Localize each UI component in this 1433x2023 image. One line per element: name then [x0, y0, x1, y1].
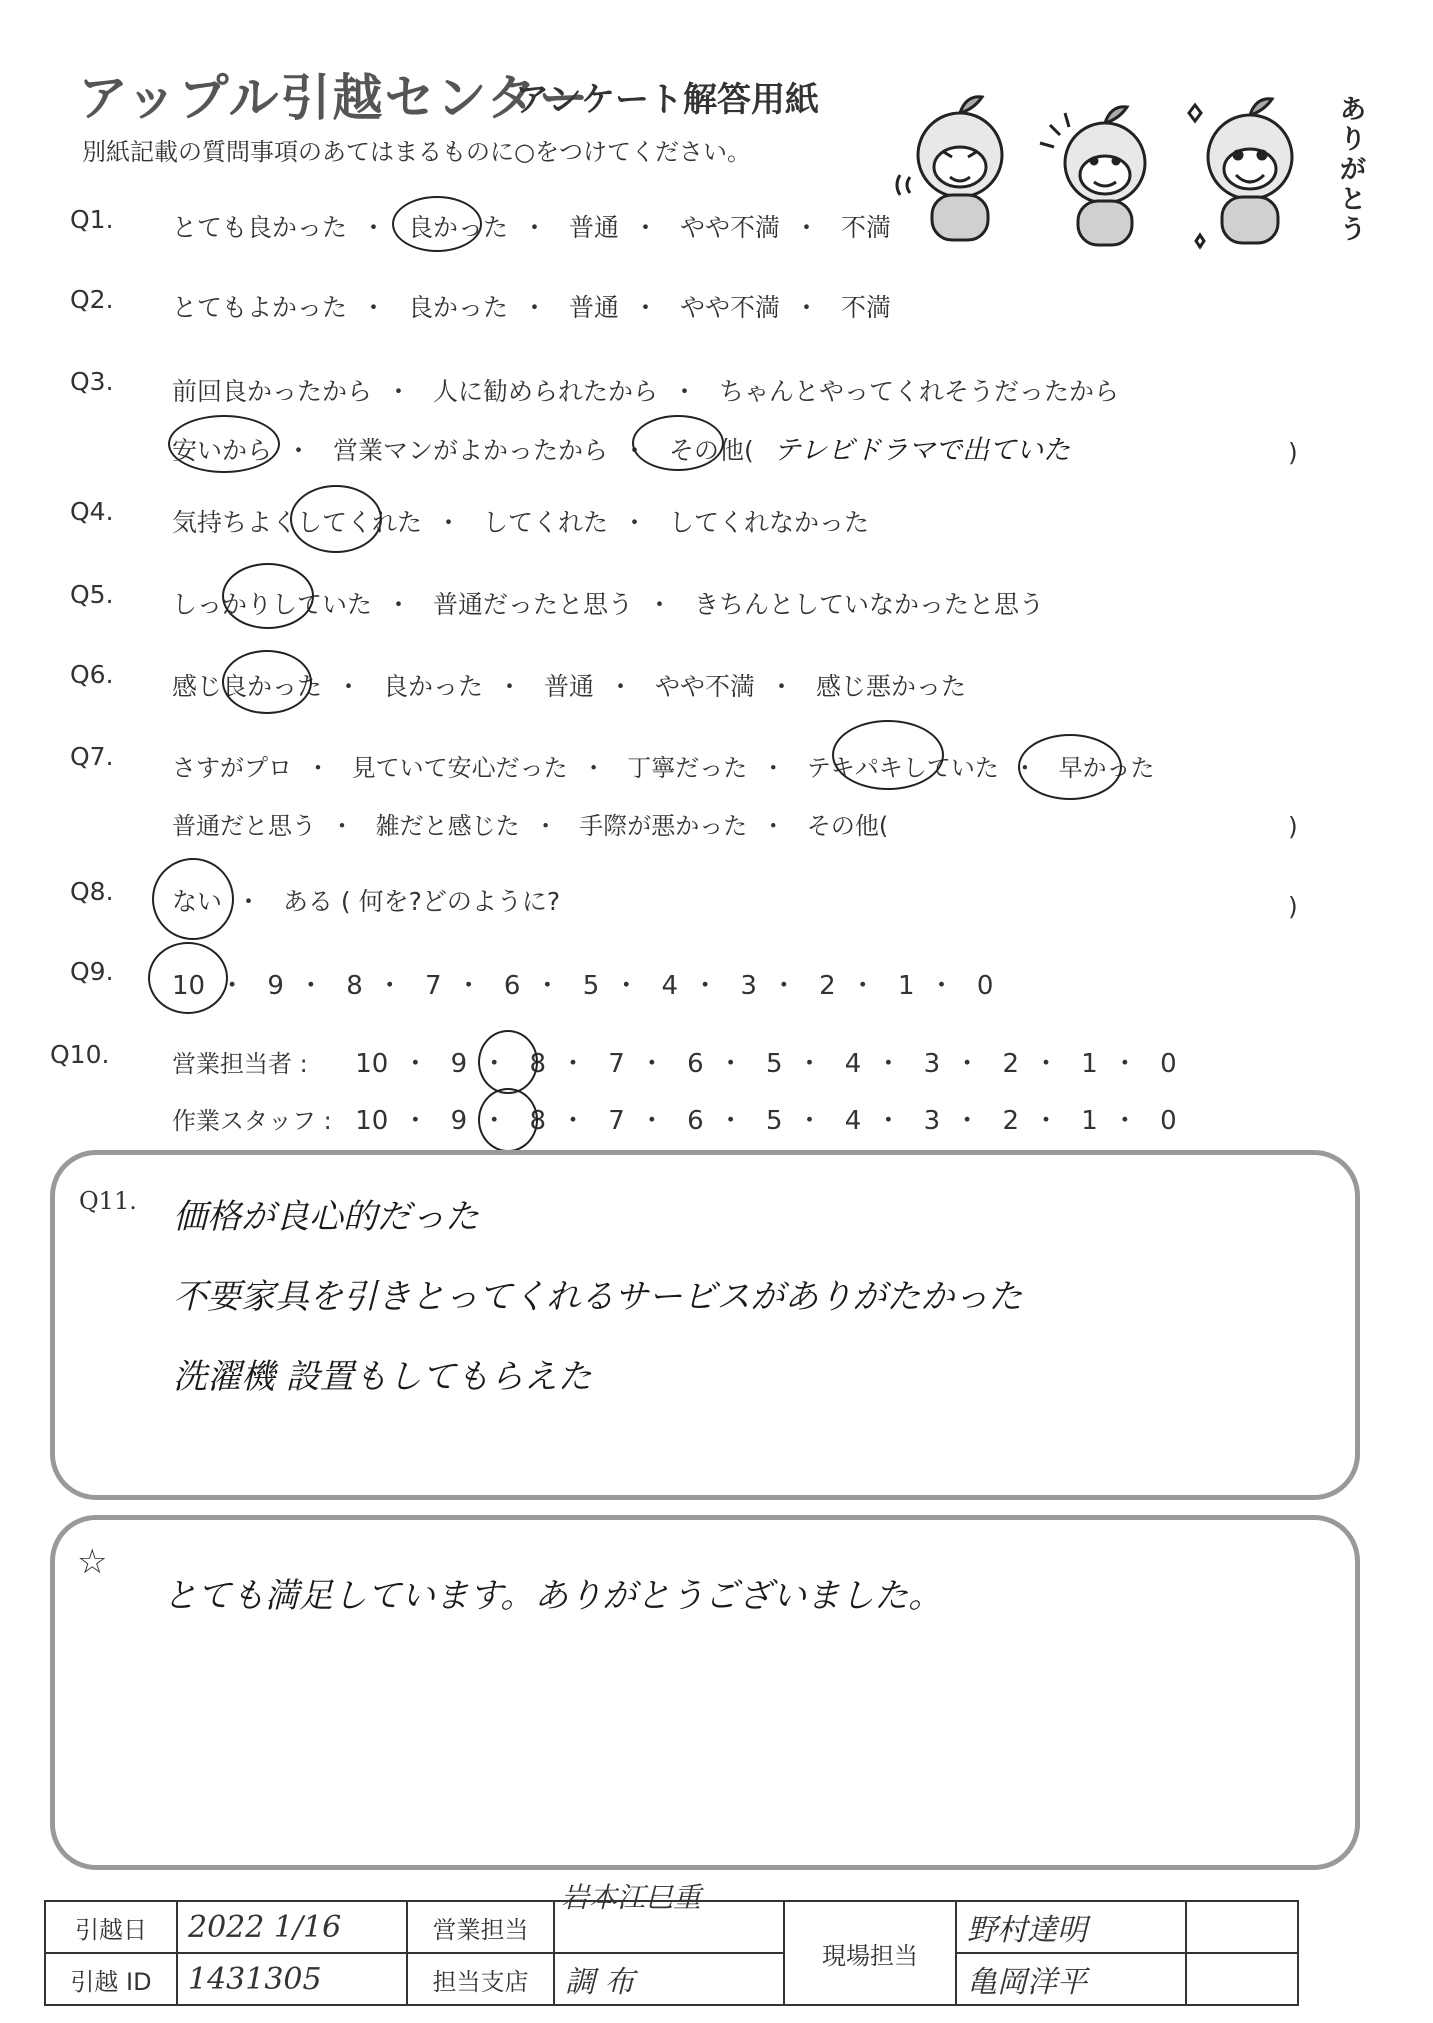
empty-cell: [1186, 1953, 1298, 2005]
q9-option[interactable]: 6: [503, 971, 521, 1001]
q9-option[interactable]: 7: [425, 971, 442, 1001]
site-staff-2: 亀岡洋平: [956, 1953, 1186, 2005]
q2-option[interactable]: 普通: [568, 293, 619, 322]
q7-selection-circle-hayakatta: [1018, 734, 1122, 800]
q10-sales-option[interactable]: 9: [450, 1049, 468, 1079]
q6-option[interactable]: 普通: [543, 672, 594, 701]
move-date-label: 引越日: [45, 1901, 177, 1953]
q10-staff-option[interactable]: 3: [923, 1106, 941, 1136]
q2-option[interactable]: とてもよかった: [172, 293, 348, 322]
free-comment-box: [50, 1515, 1360, 1870]
q11-comment-box: [50, 1150, 1360, 1500]
instruction-text: 別紙記載の質問事項のあてはまるものに○をつけてください。: [82, 138, 751, 166]
q7-option[interactable]: 雑だと感じた: [375, 812, 520, 840]
q1-option[interactable]: 普通: [568, 213, 619, 242]
moving-info-table: [44, 1881, 1299, 2006]
q7-option[interactable]: 見ていて安心だった: [351, 754, 568, 782]
q2-option[interactable]: 不満: [840, 293, 891, 322]
free-comment-text: とても満足しています。ありがとうございました。: [163, 1576, 943, 1616]
q3-option[interactable]: 人に勧められたから: [432, 377, 658, 406]
empty-cell: [1186, 1901, 1298, 1953]
q10-sales-option[interactable]: 6: [687, 1049, 704, 1079]
q2-options: とてもよかった ・ 良かった ・ 普通 ・ やや不満 ・ 不満: [172, 288, 891, 324]
q1-option[interactable]: やや不満: [679, 213, 780, 242]
q7-option[interactable]: 普通だと思う: [172, 812, 316, 840]
q8-label: Q8.: [70, 877, 114, 906]
monkey-mascots-illustration: [880, 85, 1350, 255]
q11-answer-line: 不要家具を引きとってくれるサービスがありがたかった: [173, 1277, 1023, 1317]
q10-sales-option[interactable]: 5: [765, 1049, 783, 1079]
q10-staff-option[interactable]: 10: [355, 1106, 389, 1136]
sales-rep-name: 岩本江巳重: [561, 1881, 702, 1914]
star-icon: ☆: [77, 1542, 108, 1582]
move-id-value: 1431305: [177, 1953, 407, 2005]
q10-staff-option[interactable]: 0: [1160, 1106, 1177, 1136]
q3-selection-circle-cheap: [168, 415, 280, 473]
q6-options: 感じ良かった ・ 良かった ・ 普通 ・ やや不満 ・ 感じ悪かった: [172, 667, 966, 703]
q7-options-row2: 普通だと思う ・ 雑だと感じた ・ 手際が悪かった ・ その他(: [172, 806, 888, 841]
q10-sales-option[interactable]: 2: [1002, 1049, 1019, 1079]
q10-sales-scale: 営業担当者 : 10 ・ 9 ・ 8 ・ 7 ・ 6 ・ 5 ・ 4 ・ 3 ・ 2 ・ 1 ・ 0: [172, 1043, 1177, 1080]
q10-sales-label: 営業担当者 :: [172, 1050, 308, 1078]
q3-option-other[interactable]: その他(: [668, 436, 754, 465]
q7-option-other[interactable]: その他(: [806, 812, 889, 840]
sales-rep-value: [554, 1881, 784, 1953]
q4-option[interactable]: してくれなかった: [668, 508, 869, 537]
q6-label: Q6.: [70, 660, 114, 689]
q4-label: Q4.: [70, 497, 114, 526]
q5-label: Q5.: [70, 580, 114, 609]
q3-option[interactable]: 安いから: [172, 436, 273, 465]
q7-option[interactable]: 丁寧だった: [627, 754, 748, 782]
q4-option[interactable]: してくれた: [482, 508, 608, 537]
site-staff-label: 現場担当: [784, 1901, 956, 2005]
q8-option[interactable]: ある ( 何を?どのように?: [282, 887, 561, 916]
q1-option[interactable]: とても良かった: [172, 213, 348, 242]
q3-option[interactable]: 前回良かったから: [172, 377, 373, 406]
q7-option[interactable]: さすがプロ: [172, 754, 292, 782]
q10-staff-selection-circle: [478, 1088, 538, 1152]
monkey-mascot-2: [1040, 107, 1145, 245]
q4-selection-circle: [290, 485, 382, 553]
q3-option[interactable]: 営業マンがよかったから: [332, 436, 608, 465]
q1-selection-circle: [392, 196, 482, 252]
q5-option[interactable]: きちんとしていなかったと思う: [693, 590, 1044, 619]
q9-option[interactable]: 2: [819, 971, 836, 1001]
q9-option[interactable]: 5: [582, 971, 600, 1001]
q6-option[interactable]: 感じ良かった: [172, 672, 323, 701]
q3-option[interactable]: ちゃんとやってくれそうだったから: [718, 377, 1119, 406]
q7-option[interactable]: 早かった: [1058, 754, 1155, 782]
q3-options-row2: 安いから ・ 営業マンがよかったから ・ その他( テレビドラマで出ていた: [172, 428, 1070, 467]
q10-sales-option[interactable]: 7: [608, 1049, 625, 1079]
q7-option[interactable]: 手際が悪かった: [579, 812, 748, 840]
q11-answer-line: 洗濯機 設置もしてもらえた: [173, 1357, 592, 1397]
q5-option[interactable]: 普通だったと思う: [432, 590, 633, 619]
q10-staff-option[interactable]: 7: [608, 1106, 625, 1136]
monkey-mascot-3: [1189, 99, 1292, 247]
q2-label: Q2.: [70, 285, 114, 314]
q10-sales-option[interactable]: 8: [529, 1049, 547, 1079]
branch-label: 担当支店: [407, 1953, 554, 2005]
q9-option[interactable]: 9: [267, 971, 284, 1001]
move-date-value: 2022 1/16: [177, 1901, 407, 1953]
q4-options: 気持ちよくしてくれた ・ してくれた ・ してくれなかった: [172, 503, 869, 539]
company-name: アップル引越センター: [78, 69, 591, 127]
q9-label: Q9.: [70, 957, 114, 986]
q2-option[interactable]: やや不満: [679, 293, 780, 322]
q9-option[interactable]: 4: [661, 971, 679, 1001]
q10-staff-option[interactable]: 9: [450, 1106, 468, 1136]
q5-option[interactable]: しっかりしていた: [172, 590, 373, 619]
q3-label: Q3.: [70, 367, 114, 396]
q10-staff-option[interactable]: 4: [844, 1106, 862, 1136]
q8-option[interactable]: ない: [172, 887, 223, 916]
q9-option[interactable]: 1: [898, 971, 915, 1001]
q1-option[interactable]: 良かった: [407, 213, 508, 242]
q2-option[interactable]: 良かった: [407, 293, 508, 322]
q8-selection-circle: [152, 858, 234, 940]
q10-sales-option[interactable]: 3: [923, 1049, 941, 1079]
q5-options: しっかりしていた ・ 普通だったと思う ・ きちんとしていなかったと思う: [172, 585, 1044, 621]
q8-options: ない ・ ある ( 何を?どのように?: [172, 882, 560, 918]
q6-option[interactable]: やや不満: [654, 672, 755, 701]
q10-staff-option[interactable]: 8: [529, 1106, 547, 1136]
q3-close-paren: ): [1288, 438, 1298, 467]
q9-option[interactable]: 8: [346, 971, 363, 1001]
move-id-label: 引越 ID: [45, 1953, 177, 2005]
q6-selection-circle: [222, 650, 312, 714]
form-title: アンケート解答用紙: [515, 80, 819, 120]
q9-option[interactable]: 10: [172, 971, 206, 1001]
q10-sales-option[interactable]: 1: [1081, 1049, 1098, 1079]
q10-sales-selection-circle: [478, 1030, 538, 1094]
q3-selection-circle-other: [632, 415, 724, 471]
q9-scale: 10 ・ 9 ・ 8 ・ 7 ・ 6 ・ 5 ・ 4 ・ 3 ・ 2 ・ 1 ・ 0: [172, 971, 994, 1001]
q9-selection-circle: [148, 942, 228, 1014]
q10-sales-option[interactable]: 4: [844, 1049, 862, 1079]
q9-option[interactable]: 0: [976, 971, 994, 1001]
q7-close-paren: ): [1288, 812, 1298, 841]
q10-staff-option[interactable]: 6: [687, 1106, 704, 1136]
q1-label: Q1.: [70, 205, 114, 234]
q11-answer: [173, 1177, 1022, 1417]
q3-other-handwritten: テレビドラマで出ていた: [773, 435, 1071, 466]
q10-label: Q10.: [50, 1040, 110, 1069]
q3-options-row1: 前回良かったから ・ 人に勧められたから ・ ちゃんとやってくれそうだったから: [172, 372, 1119, 408]
thanks-vertical-text: ありがとう: [1340, 95, 1367, 245]
site-staff-1: 野村達明: [956, 1901, 1186, 1953]
q7-option[interactable]: テキパキしていた: [806, 754, 999, 782]
q11-answer-line: 価格が良心的だった: [173, 1197, 479, 1237]
q10-sales-option[interactable]: 0: [1160, 1049, 1177, 1079]
q1-option[interactable]: 不満: [840, 213, 891, 242]
branch-value: 調 布: [554, 1953, 784, 2005]
sales-rep-label: 営業担当: [407, 1901, 554, 1953]
q4-option[interactable]: 気持ちよくしてくれた: [172, 508, 423, 537]
q10-staff-option[interactable]: 5: [765, 1106, 783, 1136]
q1-options: とても良かった ・ 良かった ・ 普通 ・ やや不満 ・ 不満: [172, 208, 891, 244]
q5-selection-circle: [222, 563, 314, 629]
monkey-mascot-1: [897, 97, 1002, 240]
q10-staff-option[interactable]: 2: [1002, 1106, 1019, 1136]
q7-label: Q7.: [70, 742, 114, 771]
q10-staff-option[interactable]: 1: [1081, 1106, 1098, 1136]
q10-staff-label: 作業スタッフ :: [172, 1107, 332, 1135]
q11-label: Q11.: [79, 1187, 137, 1215]
q6-option[interactable]: 良かった: [382, 672, 483, 701]
q7-options-row1: さすがプロ ・ 見ていて安心だった ・ 丁寧だった ・ テキパキしていた ・ 早かった: [172, 748, 1155, 783]
q6-option[interactable]: 感じ悪かった: [815, 672, 966, 701]
q8-close-paren: ): [1288, 892, 1298, 921]
q10-sales-option[interactable]: 10: [355, 1049, 389, 1079]
q7-selection-circle-tekipaki: [832, 720, 944, 790]
q10-staff-scale: 作業スタッフ : 10 ・ 9 ・ 8 ・ 7 ・ 6 ・ 5 ・ 4 ・ 3 ・ 2 ・ 1 ・ 0: [172, 1100, 1177, 1137]
q9-option[interactable]: 3: [740, 971, 757, 1001]
